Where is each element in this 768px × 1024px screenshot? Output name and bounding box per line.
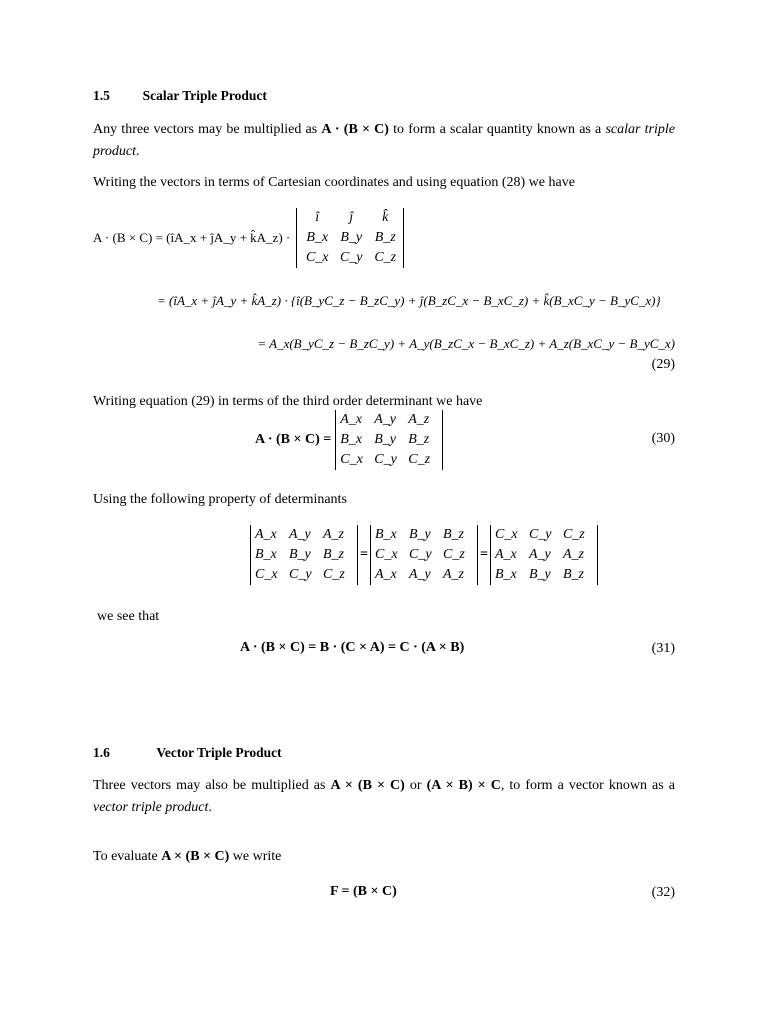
- equation-lhs: A · (B × C) = (îA_x + ĵA_y + k̂A_z) ·: [93, 230, 291, 245]
- det-cell: A_y: [289, 527, 311, 542]
- det-cell: A_x: [494, 547, 517, 562]
- equation-line: = (îA_x + ĵA_y + k̂A_z) · {î(B_yC_z − B_zC_y) + ĵ(B_zC_x − B_xC_z) + k̂(B_xC_y − B_yC_x)}: [157, 293, 661, 308]
- italic-term: vector triple product: [93, 800, 209, 815]
- det-cell: B_y: [528, 567, 551, 582]
- section-heading: [93, 88, 267, 104]
- determinant: [370, 525, 478, 585]
- equals-sign: =: [360, 547, 368, 562]
- determinant: [490, 525, 598, 585]
- paragraph: Writing the vectors in terms of Cartesian coordinates and using equation (28) we have: [93, 175, 575, 190]
- equation-number: (30): [651, 431, 675, 446]
- det-cell: B_y: [408, 527, 431, 542]
- equation: F = (B × C): [330, 884, 397, 899]
- equation: [255, 410, 443, 470]
- det-cell: C_y: [374, 452, 397, 467]
- text: Any three vectors may be multiplied as: [93, 122, 322, 137]
- section-number: 1.5: [93, 88, 110, 103]
- equals-sign: =: [479, 547, 488, 562]
- det-cell: C_z: [442, 547, 465, 562]
- det-cell: C_x: [255, 567, 278, 582]
- det-cell: k̂: [382, 210, 389, 225]
- paragraph: [93, 846, 675, 868]
- section-heading: [93, 745, 282, 761]
- math-expression: A × (B × C): [330, 778, 405, 793]
- det-cell: B_x: [255, 547, 277, 562]
- det-cell: C_x: [305, 250, 329, 265]
- italic-term: scalar triple product: [93, 122, 675, 159]
- text: to form a scalar quantity known as a: [388, 122, 606, 137]
- equation-line: = A_x(B_yC_z − B_zC_y) + A_y(B_zC_x − B_xC_z) + A_z(B_xC_y − B_yC_x): [257, 336, 675, 351]
- determinant: [250, 525, 358, 585]
- paragraph: Writing equation (29) in terms of the third order determinant we have: [93, 394, 483, 409]
- det-cell: C_x: [494, 527, 518, 542]
- determinant: [335, 410, 443, 470]
- det-cell: A_x: [374, 567, 397, 582]
- equation: [250, 525, 598, 585]
- det-cell: A_z: [323, 527, 344, 542]
- det-cell: A_x: [340, 412, 362, 427]
- det-cell: A_z: [408, 412, 430, 427]
- paragraph: [93, 119, 675, 163]
- det-cell: B_z: [408, 432, 430, 447]
- section-title: Vector Triple Product: [156, 745, 282, 760]
- det-cell: A_y: [528, 547, 551, 562]
- text: Three vectors may also be multiplied as: [93, 778, 331, 793]
- det-cell: C_z: [374, 250, 397, 265]
- section-title: Scalar Triple Product: [142, 88, 267, 103]
- det-cell: C_x: [340, 452, 363, 467]
- det-cell: B_y: [289, 547, 311, 562]
- equation-lhs: A · (B × C) =: [255, 432, 332, 447]
- det-cell: A_z: [442, 567, 464, 582]
- det-cell: C_y: [289, 567, 312, 582]
- det-cell: B_y: [374, 432, 396, 447]
- text: or: [404, 778, 427, 793]
- determinant: [296, 208, 404, 268]
- det-cell: A_z: [562, 547, 584, 562]
- det-cell: B_x: [494, 567, 517, 582]
- paragraph: [93, 775, 675, 819]
- det-cell: A_y: [408, 567, 431, 582]
- equation: [93, 208, 404, 268]
- det-cell: B_x: [374, 527, 397, 542]
- det-cell: A_y: [374, 412, 396, 427]
- det-cell: C_z: [562, 527, 585, 542]
- text: .: [208, 800, 212, 815]
- text: To evaluate: [93, 849, 162, 864]
- det-cell: A_x: [255, 527, 277, 542]
- det-cell: C_y: [528, 527, 552, 542]
- det-cell: C_y: [339, 250, 363, 265]
- det-cell: B_y: [340, 230, 363, 245]
- paragraph: Using the following property of determinants: [93, 492, 347, 507]
- equation-number: (32): [651, 885, 675, 900]
- text: .: [136, 144, 140, 159]
- section-number: 1.6: [93, 745, 110, 760]
- text: we write: [229, 849, 282, 864]
- math-expression: A × (B × C): [161, 849, 230, 864]
- det-cell: B_x: [340, 432, 362, 447]
- equation-number: (29): [651, 357, 675, 372]
- equation: A · (B × C) = B · (C × A) = C · (A × B): [240, 640, 465, 655]
- det-cell: C_z: [323, 567, 345, 582]
- math-expression: (A × B) × C: [426, 778, 501, 793]
- math-expression: A · (B × C): [321, 122, 389, 137]
- det-cell: C_z: [408, 452, 431, 467]
- det-cell: ĵ: [349, 210, 354, 225]
- det-cell: B_z: [374, 230, 396, 245]
- det-cell: B_z: [323, 547, 344, 562]
- det-cell: î: [315, 210, 320, 225]
- equation-number: (31): [651, 641, 675, 656]
- text: , to form a vector known as a: [500, 778, 675, 793]
- det-cell: C_x: [374, 547, 398, 562]
- det-cell: B_z: [562, 567, 584, 582]
- det-cell: B_x: [306, 230, 329, 245]
- det-cell: C_y: [408, 547, 432, 562]
- det-cell: B_z: [442, 527, 464, 542]
- paragraph: we see that: [97, 609, 160, 624]
